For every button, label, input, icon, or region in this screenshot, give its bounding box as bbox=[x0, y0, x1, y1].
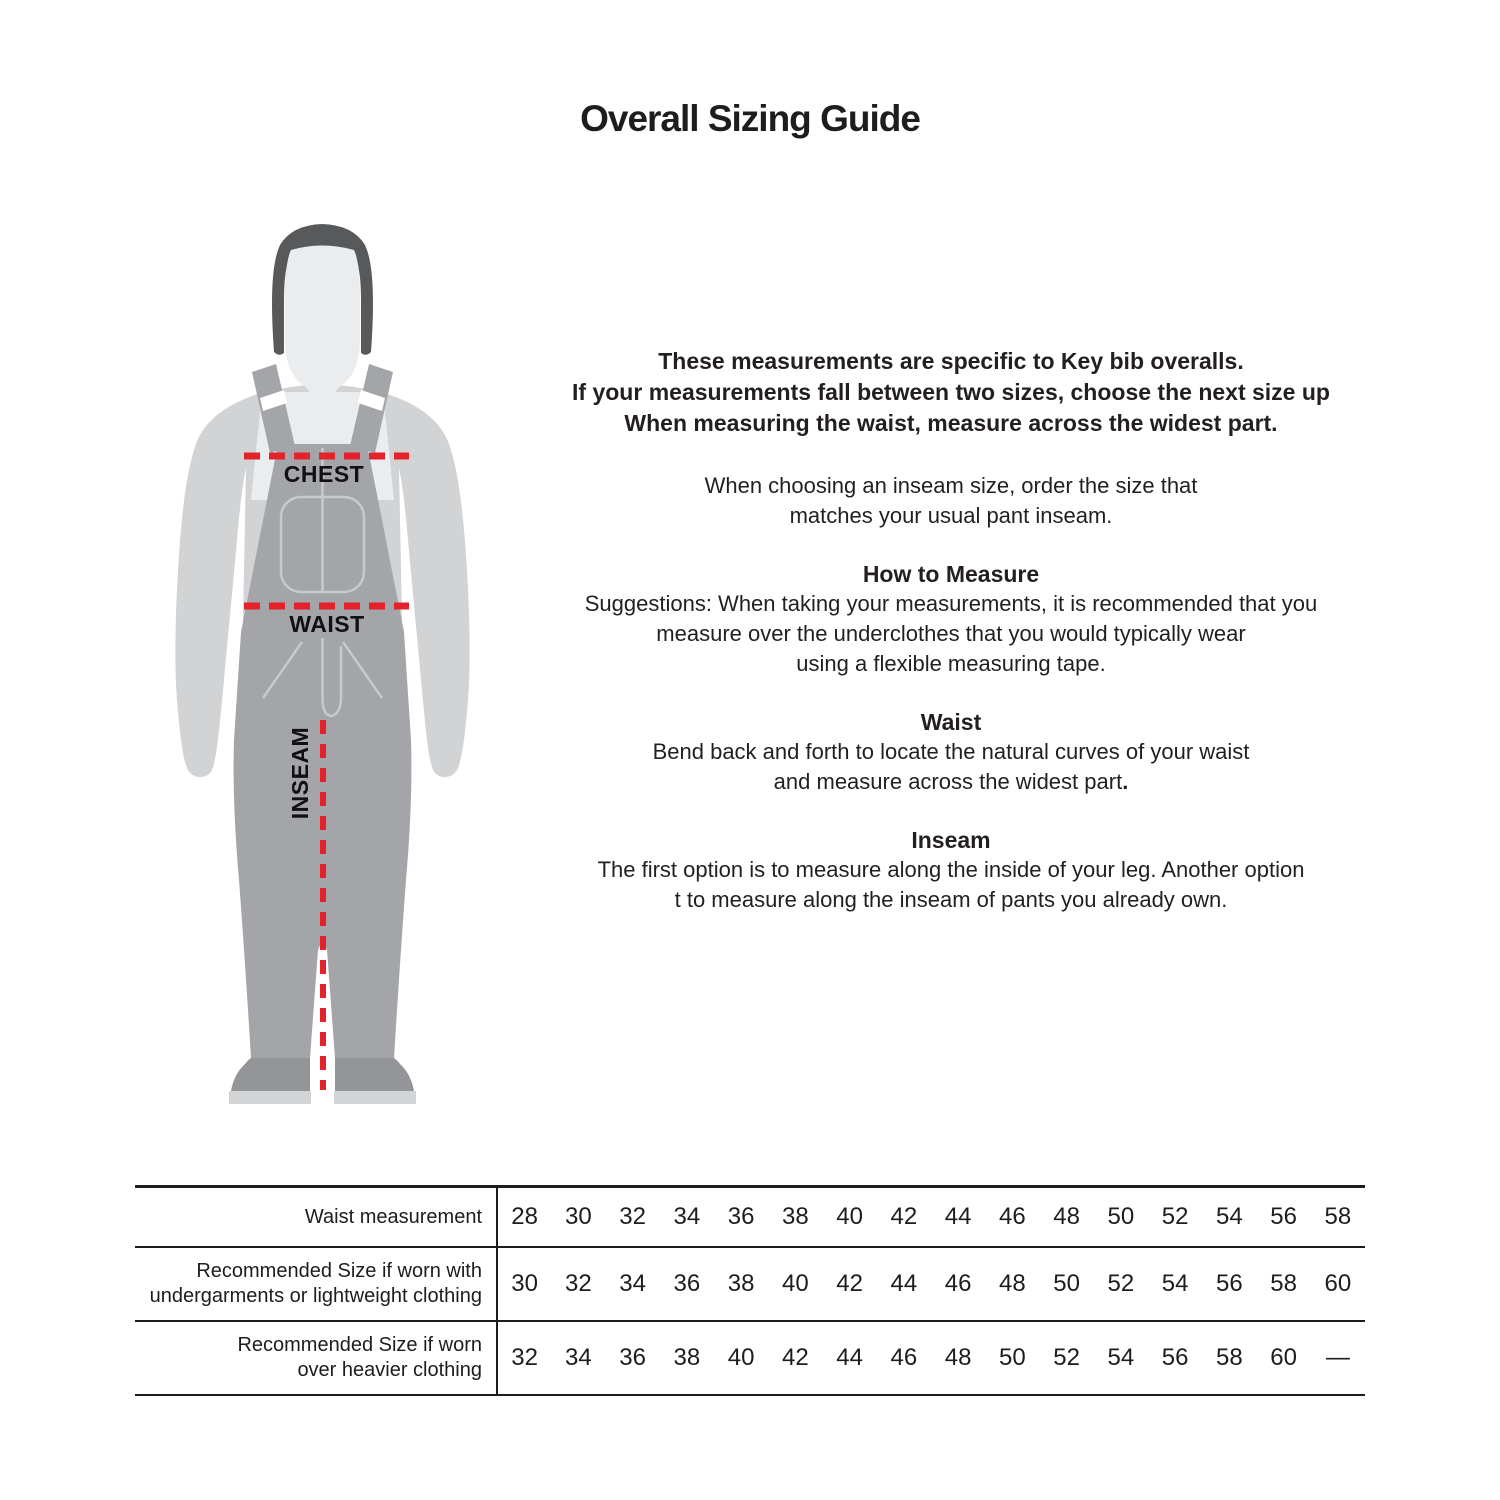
size-value-cell: 38 bbox=[782, 1203, 809, 1230]
waist-paragraph bbox=[570, 737, 1332, 797]
size-value-cell: 44 bbox=[877, 1247, 931, 1321]
size-value-cell: 34 bbox=[551, 1321, 605, 1395]
size-value-cell: 38 bbox=[714, 1247, 768, 1321]
row-label-line: Recommended Size if worn with bbox=[196, 1260, 482, 1282]
size-value-cell: 38 bbox=[660, 1321, 714, 1395]
paragraph-line-text: and measure across the widest part bbox=[773, 769, 1123, 794]
row-label-line: Recommended Size if worn bbox=[237, 1334, 482, 1356]
size-value-cell: 56 bbox=[1270, 1203, 1297, 1230]
size-value-cell: 54 bbox=[1094, 1321, 1148, 1395]
row-label-line: over heavier clothing bbox=[297, 1359, 482, 1381]
size-value-cell: 46 bbox=[877, 1321, 931, 1395]
size-value-cell: 50 bbox=[985, 1321, 1039, 1395]
size-value-cell: 34 bbox=[606, 1247, 660, 1321]
info-column bbox=[570, 346, 1332, 915]
inseam-label: INSEAM bbox=[287, 726, 313, 820]
size-value-cell: 58 bbox=[1257, 1247, 1311, 1321]
size-value-cell: 50 bbox=[1107, 1203, 1135, 1230]
row-label bbox=[135, 1321, 497, 1395]
paragraph-line: The first option is to measure along the inside of your leg. Another option bbox=[597, 857, 1305, 882]
size-value-cell: 56 bbox=[1202, 1247, 1256, 1321]
size-value-cell: 30 bbox=[497, 1247, 551, 1321]
waist-bold-period: . bbox=[1122, 769, 1129, 794]
size-value-cell: 44 bbox=[823, 1321, 877, 1395]
size-value-cell: 32 bbox=[619, 1203, 646, 1230]
size-value-cell: 52 bbox=[1040, 1321, 1094, 1395]
sizing-table bbox=[135, 1185, 1365, 1396]
size-value-cell: 30 bbox=[565, 1203, 592, 1230]
row-label-line: undergarments or lightweight clothing bbox=[149, 1285, 482, 1307]
size-value-cell: 48 bbox=[931, 1321, 985, 1395]
table-row bbox=[135, 1321, 1365, 1395]
size-value-cell: 46 bbox=[931, 1247, 985, 1321]
row-label bbox=[135, 1187, 497, 1248]
size-value-cell: 54 bbox=[1148, 1247, 1202, 1321]
size-value-cell: 44 bbox=[944, 1203, 972, 1230]
size-value-cell: — bbox=[1311, 1321, 1365, 1395]
size-value-cell: 60 bbox=[1257, 1321, 1311, 1395]
how-to-measure-heading: How to Measure bbox=[862, 561, 1040, 587]
paragraph-line bbox=[570, 767, 1332, 797]
size-value-cell: 32 bbox=[551, 1247, 605, 1321]
size-value-cell: 40 bbox=[836, 1203, 863, 1230]
inseam-note bbox=[570, 471, 1332, 531]
paragraph-line: Suggestions: When taking your measurements, it is recommended that you bbox=[584, 591, 1318, 616]
size-value-cell: 60 bbox=[1311, 1247, 1365, 1321]
size-value-cell: 50 bbox=[1040, 1247, 1094, 1321]
table-row bbox=[135, 1247, 1365, 1321]
intro-line: If your measurements fall between two sizes, choose the next size up bbox=[572, 379, 1330, 405]
waist-heading: Waist bbox=[920, 709, 982, 735]
overall-figure-illustration bbox=[130, 200, 520, 1120]
size-value-cell: 40 bbox=[768, 1247, 822, 1321]
size-value-cell: 54 bbox=[1216, 1203, 1243, 1230]
size-value-cell: 56 bbox=[1148, 1321, 1202, 1395]
row-label bbox=[135, 1247, 497, 1321]
size-value-cell: 40 bbox=[714, 1321, 768, 1395]
size-value-cell: 42 bbox=[890, 1203, 918, 1230]
size-value-cell: 36 bbox=[727, 1203, 755, 1230]
inseam-heading: Inseam bbox=[911, 827, 991, 853]
paragraph-line: t to measure along the inseam of pants you already own. bbox=[674, 887, 1228, 912]
size-value-cell: 48 bbox=[985, 1247, 1039, 1321]
paragraph-line: measure over the underclothes that you would typically wear bbox=[656, 621, 1246, 646]
page-title: Overall Sizing Guide bbox=[580, 98, 920, 139]
how-to-measure-paragraph bbox=[570, 589, 1332, 679]
chest-label: CHEST bbox=[283, 461, 365, 487]
row-label-line: Waist measurement bbox=[304, 1205, 482, 1228]
waist-label: WAIST bbox=[289, 611, 365, 637]
size-value-cell: 36 bbox=[606, 1321, 660, 1395]
note-line: matches your usual pant inseam. bbox=[789, 503, 1113, 528]
intro-text bbox=[570, 346, 1332, 439]
size-value-cell: 42 bbox=[768, 1321, 822, 1395]
note-line: When choosing an inseam size, order the size that bbox=[704, 473, 1198, 498]
size-value-cell: 58 bbox=[1324, 1203, 1352, 1230]
size-value-cell: 58 bbox=[1202, 1321, 1256, 1395]
paragraph-line: Bend back and forth to locate the natural curves of your waist bbox=[652, 739, 1250, 764]
table-row bbox=[135, 1187, 1365, 1248]
intro-line: These measurements are specific to Key bib overalls. bbox=[658, 348, 1244, 374]
size-value-cell: 42 bbox=[823, 1247, 877, 1321]
size-value-cell: 32 bbox=[497, 1321, 551, 1395]
size-value-cell: 52 bbox=[1161, 1203, 1189, 1230]
size-value-cell: 34 bbox=[673, 1203, 701, 1230]
size-value-cell: 28 bbox=[511, 1203, 538, 1230]
person-diagram bbox=[130, 200, 520, 1120]
size-value-cell: 48 bbox=[1053, 1203, 1080, 1230]
paragraph-line: using a flexible measuring tape. bbox=[796, 651, 1106, 676]
size-value-cell: 46 bbox=[999, 1203, 1026, 1230]
size-value-cell: 52 bbox=[1094, 1247, 1148, 1321]
size-value-cell: 36 bbox=[660, 1247, 714, 1321]
inseam-paragraph bbox=[570, 855, 1332, 915]
intro-line: When measuring the waist, measure across the widest part. bbox=[624, 410, 1278, 436]
